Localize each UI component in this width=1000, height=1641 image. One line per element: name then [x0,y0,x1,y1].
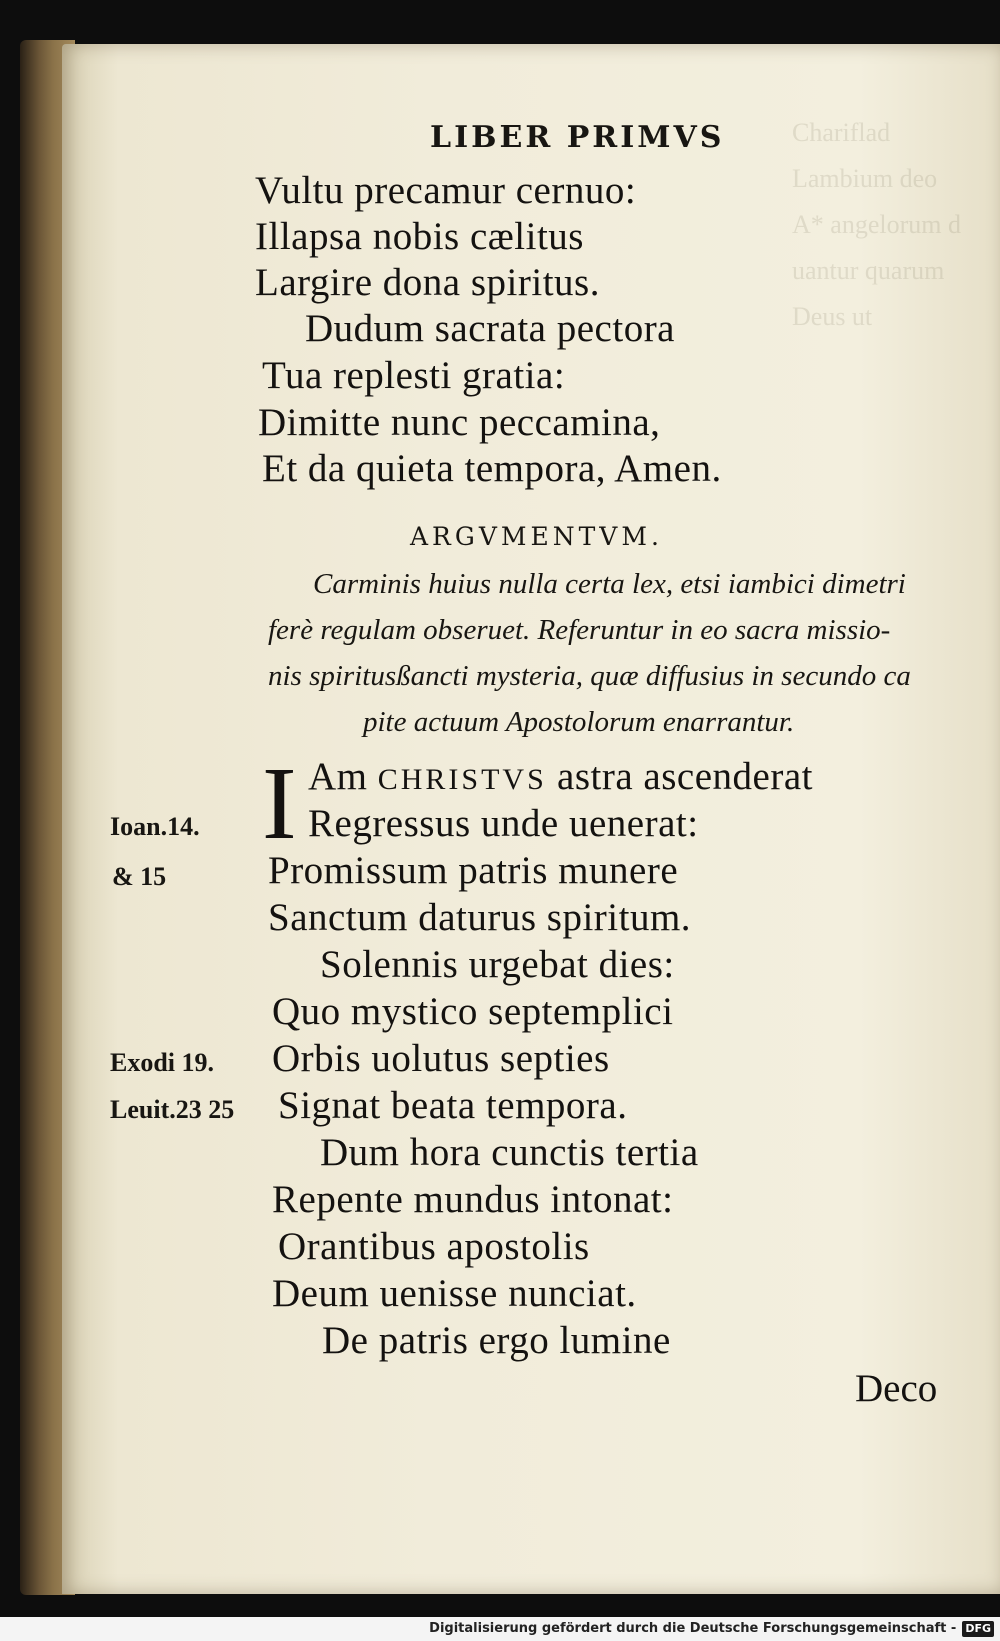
running-head: LIBER PRIMVS [430,120,725,155]
footer-bar [0,1617,1000,1641]
margin-note: & 15 [112,862,167,891]
ghost-line: Lambium deo [792,164,938,193]
catchword: Deco [855,1367,938,1410]
dfg-logo: DFG [962,1621,994,1637]
verse-line: Quo mystico septemplici [272,990,674,1033]
christus-smallcaps: CHRISTVS [377,763,547,796]
argument-line: Carminis huius nulla certa lex, etsi iambici dimetri [313,568,906,600]
argument-line: ferè regulam obseruet. Referuntur in eo sacra missio- [268,614,891,646]
argument-line: pite actuum Apostolorum enarrantur. [363,706,795,738]
ghost-line: A* angelorum d [792,210,961,239]
verse-line: Promissum patris munere [268,849,679,892]
footer-credit: Digitalisierung gefördert durch die Deutsche Forschungsgemeinschaft - [429,1621,957,1636]
verse-line: Largire dona spiritus. [255,261,600,304]
verse-line: Illapsa nobis cælitus [255,215,584,258]
ghost-line: Deus ut [792,302,873,331]
verse-fragment: Am [308,755,368,798]
verse-line: Dudum sacrata pectora [305,307,675,350]
argument-line: nis spiritusßancti mysteria, quæ diffusius in secundo ca [268,660,911,692]
verse-line: Solennis urgebat dies: [320,943,675,986]
verse-line: Tua replesti gratia: [262,354,566,397]
verse-line: Orbis uolutus septies [272,1037,610,1080]
drop-capital: I [262,746,297,861]
verse-line: Deum uenisse nunciat. [272,1272,637,1315]
verse-line: De patris ergo lumine [322,1319,671,1362]
verse-line-first [308,754,813,799]
ghost-line: uantur quarum [792,256,945,285]
verse-line: Et da quieta tempora, Amen. [262,447,722,490]
verse-fragment: astra ascenderat [557,755,813,798]
verse-line: Dum hora cunctis tertia [320,1131,699,1174]
bleed-through-text [792,110,982,340]
verse-line: Vultu precamur cernuo: [255,169,637,212]
margin-note: Ioan.14. [110,812,200,841]
verse-line: Regressus unde uenerat: [308,802,699,845]
verse-line: Repente mundus intonat: [272,1178,674,1221]
verse-line: Sanctum daturus spiritum. [268,896,692,939]
ghost-line: Chariflad [792,118,891,147]
verse-line: Dimitte nunc peccamina, [258,401,661,444]
margin-note: Exodi 19. [110,1048,215,1077]
argument-heading: ARGVMENTVM. [410,522,663,551]
verse-line: Signat beata tempora. [278,1084,628,1127]
margin-note: Leuit.23 25 [110,1095,235,1124]
verse-line: Orantibus apostolis [278,1225,590,1268]
